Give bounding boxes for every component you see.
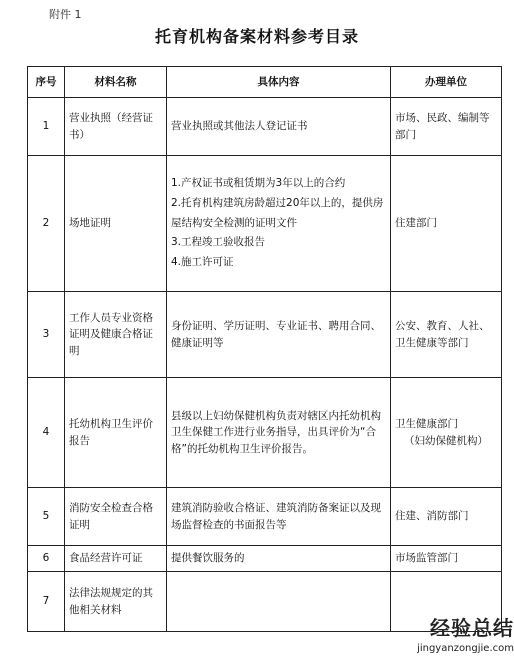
row-no: 4 bbox=[28, 378, 65, 488]
content-line: 建筑消防验收合格证、建筑消防备案证以及现场监督检查的书面报告等 bbox=[171, 502, 381, 531]
header-unit: 办理单位 bbox=[391, 67, 502, 98]
unit-note: （妇幼保健机构） bbox=[404, 434, 488, 447]
content-line: 3.工程竣工验收报告 bbox=[171, 236, 266, 249]
table-row bbox=[28, 546, 502, 572]
header-content: 具体内容 bbox=[167, 67, 391, 98]
content-line: 提供餐饮服务的 bbox=[171, 552, 245, 565]
table-row bbox=[28, 156, 502, 292]
content-line: 营业执照或其他法人登记证书 bbox=[171, 120, 308, 133]
row-unit: 市场监管部门 bbox=[391, 546, 502, 572]
row-name: 工作人员专业资格证明及健康合格证明 bbox=[65, 292, 167, 378]
row-unit: 住建部门 bbox=[391, 156, 502, 292]
materials-table bbox=[27, 66, 502, 632]
row-no: 2 bbox=[28, 156, 65, 292]
content-line: 2.托育机构建筑房龄超过20年以上的，提供房屋结构安全检测的证明文件 bbox=[171, 196, 384, 229]
row-name: 法律法规规定的其他相关材料 bbox=[65, 572, 167, 632]
row-name: 场地证明 bbox=[65, 156, 167, 292]
row-content bbox=[167, 488, 391, 546]
table-row bbox=[28, 98, 502, 156]
row-no: 7 bbox=[28, 572, 65, 632]
table-row bbox=[28, 292, 502, 378]
row-content bbox=[167, 156, 391, 292]
row-content bbox=[167, 98, 391, 156]
row-no: 1 bbox=[28, 98, 65, 156]
table-row bbox=[28, 488, 502, 546]
row-name: 食品经营许可证 bbox=[65, 546, 167, 572]
header-name: 材料名称 bbox=[65, 67, 167, 98]
content-line: 4.施工许可证 bbox=[171, 256, 234, 269]
row-no: 3 bbox=[28, 292, 65, 378]
table-row bbox=[28, 378, 502, 488]
attachment-label: 附件 1 bbox=[49, 8, 82, 21]
content-line: 1.产权证书或租赁期为3年以上的合约 bbox=[171, 176, 346, 189]
watermark-text: 经验总结 bbox=[430, 616, 514, 640]
row-name: 营业执照（经营证书） bbox=[65, 98, 167, 156]
content-line: 身份证明、学历证明、专业证书、聘用合同、健康证明等 bbox=[171, 320, 381, 349]
unit-text: 卫生健康部门 bbox=[395, 418, 458, 431]
row-no: 5 bbox=[28, 488, 65, 546]
header-no: 序号 bbox=[28, 67, 65, 98]
row-content bbox=[167, 378, 391, 488]
table-header-row bbox=[28, 67, 502, 98]
content-line: 县级以上妇幼保健机构负责对辖区内托幼机构卫生保健工作进行业务指导，出具评价为“合格”的托幼机构卫生评价报告。 bbox=[171, 410, 381, 455]
row-unit: 市场、民政、编制等部门 bbox=[391, 98, 502, 156]
watermark-url: jingyanzongjie.com bbox=[417, 643, 514, 654]
row-unit bbox=[391, 378, 502, 488]
row-unit: 住建、消防部门 bbox=[391, 488, 502, 546]
watermark bbox=[364, 612, 514, 654]
document-title: 托育机构备案材料参考目录 bbox=[154, 27, 359, 46]
row-name: 托幼机构卫生评价报告 bbox=[65, 378, 167, 488]
row-content bbox=[167, 572, 391, 632]
row-no: 6 bbox=[28, 546, 65, 572]
row-unit: 公安、教育、人社、卫生健康等部门 bbox=[391, 292, 502, 378]
row-content bbox=[167, 546, 391, 572]
row-content bbox=[167, 292, 391, 378]
row-name: 消防安全检查合格证明 bbox=[65, 488, 167, 546]
